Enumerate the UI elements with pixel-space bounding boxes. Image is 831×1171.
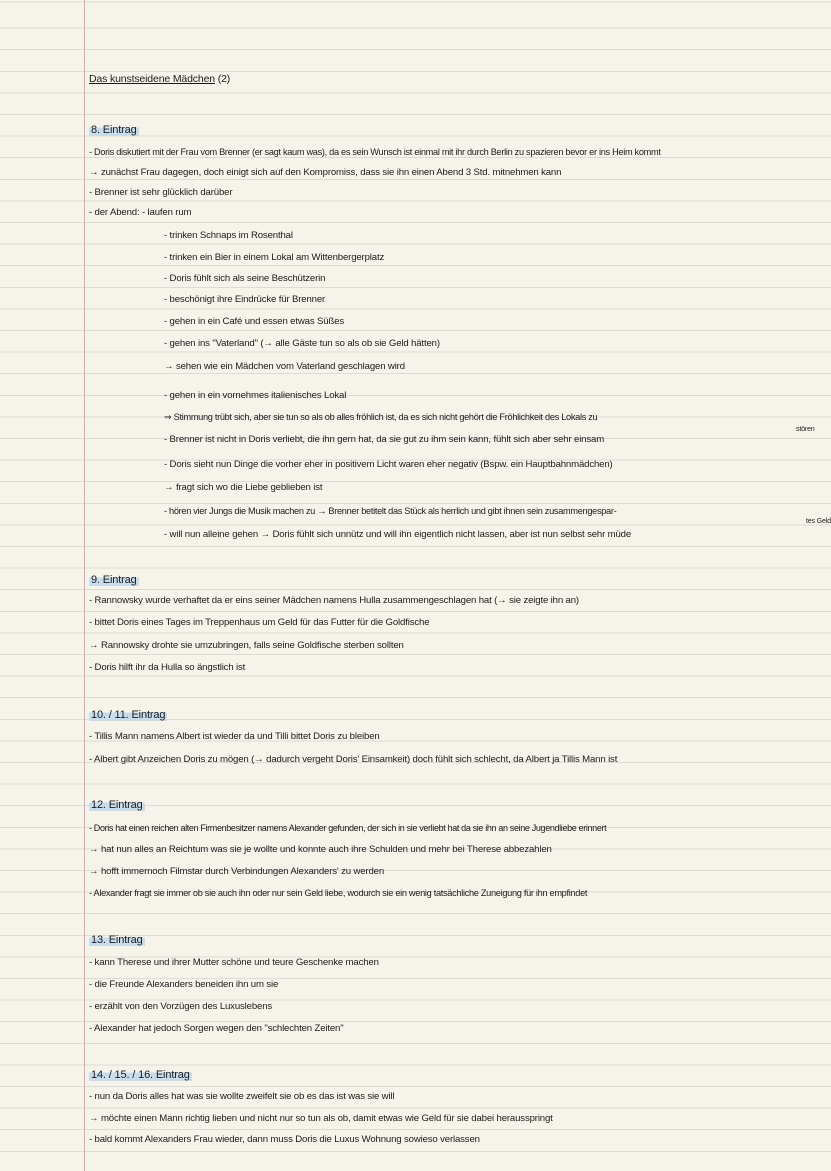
note-line: - Doris diskutiert mit der Frau vom Brenner (er sagt kaum was), da es sein Wunsch ist einmal mit ihr durch Berlin zu spazieren bevor er ins Heim kommt (89, 147, 661, 157)
section-heading: 14. / 15. / 16. Eintrag (91, 1069, 190, 1081)
note-line: - der Abend: - laufen rum (89, 207, 192, 218)
note-line: - Brenner ist sehr glücklich darüber (89, 187, 233, 198)
note-line: - gehen in ein vornehmes italienisches Lokal (164, 390, 347, 401)
note-line: - bittet Doris eines Tages im Treppenhaus um Geld für das Futter für die Goldfische (89, 617, 430, 628)
note-line: - Rannowsky wurde verhaftet da er eins seiner Mädchen namens Hulla zusammengeschlagen hat (→ sie zeigte ihn an) (89, 595, 579, 606)
note-line: → hofft immernoch Filmstar durch Verbindungen Alexanders' zu werden (89, 866, 385, 877)
note-line: - Doris hilft ihr da Hulla so ängstlich ist (89, 662, 246, 673)
note-line: - Brenner ist nicht in Doris verliebt, die ihn gern hat, da sie gut zu ihm sein kann, fühlt sich aber sehr einsam (164, 434, 605, 445)
note-line: - Doris fühlt sich als seine Beschützerin (164, 273, 326, 284)
note-line: → fragt sich wo die Liebe geblieben ist (164, 482, 323, 493)
note-line: - Alexander hat jedoch Sorgen wegen den "schlechten Zeiten" (89, 1023, 344, 1034)
note-line: - kann Therese und ihrer Mutter schöne und teure Geschenke machen (89, 957, 379, 968)
note-line: stören (796, 426, 815, 433)
note-line: tes Geld (806, 518, 831, 525)
section-heading: 12. Eintrag (91, 799, 143, 811)
note-line: - Alexander fragt sie immer ob sie auch ihn oder nur sein Geld liebe, wodurch sie ein wenig tatsächliche Zuneigung für ihn empfindet (89, 888, 588, 898)
title-suffix: (2) (217, 73, 231, 85)
note-line: → zunächst Frau dagegen, doch einigt sich auf den Kompromiss, dass sie ihn einen Abend 3 Std. mitnehmen kann (89, 167, 562, 178)
page-title (89, 73, 230, 85)
note-line: - hören vier Jungs die Musik machen zu → Brenner betitelt das Stück als herrlich und gibt ihnen sein zusammengespar- (164, 506, 617, 516)
margin-line (84, 0, 85, 1171)
note-line: - Doris sieht nun Dinge die vorher eher in positivem Licht waren eher negativ (Bspw. ein Hauptbahnmädchen) (164, 459, 613, 470)
note-line: - Tillis Mann namens Albert ist wieder da und Tilli bittet Doris zu bleiben (89, 731, 380, 742)
note-line: - gehen ins "Vaterland" (→ alle Gäste tun so als ob sie Geld hätten) (164, 338, 440, 349)
section-heading: 13. Eintrag (91, 934, 143, 946)
note-line: - erzählt von den Vorzügen des Luxuslebens (89, 1001, 273, 1012)
section-heading: 8. Eintrag (91, 124, 137, 136)
note-line: ⇒ Stimmung trübt sich, aber sie tun so als ob alles fröhlich ist, da es sich nicht gehört die Fröhlichkeit des Lokals zu (164, 412, 598, 422)
note-line: - bald kommt Alexanders Frau wieder, dann muss Doris die Luxus Wohnung sowieso verlassen (89, 1134, 480, 1145)
note-line: - Doris hat einen reichen alten Firmenbesitzer namens Alexander gefunden, der sich in sie verliebt hat da sie ihn an seine Jugendliebe erinnert (89, 823, 607, 833)
note-line: - trinken Schnaps im Rosenthal (164, 230, 293, 241)
note-line: → Rannowsky drohte sie umzubringen, falls seine Goldfische sterben sollten (89, 640, 404, 651)
note-line: - gehen in ein Café und essen etwas Süßes (164, 316, 344, 327)
section-heading: 10. / 11. Eintrag (91, 709, 166, 721)
note-line: - beschönigt ihre Eindrücke für Brenner (164, 294, 326, 305)
note-line: - die Freunde Alexanders beneiden ihn um sie (89, 979, 279, 990)
note-line: - will nun alleine gehen → Doris fühlt sich unnütz und will ihn eigentlich nicht lassen, aber ist nun selbst sehr müde (164, 529, 632, 540)
note-line: → möchte einen Mann richtig lieben und nicht nur so tun als ob, damit etwas wie Geld für sie dabei herausspringt (89, 1113, 553, 1124)
note-line: - Albert gibt Anzeichen Doris zu mögen (→ dadurch vergeht Doris' Einsamkeit) doch fühlt sich schlecht, da Albert ja Tillis Mann ist (89, 754, 618, 765)
section-heading: 9. Eintrag (91, 574, 137, 586)
note-line: → hat nun alles an Reichtum was sie je wollte und konnte auch ihre Schulden und mehr bei Therese abbezahlen (89, 844, 552, 855)
note-line: → sehen wie ein Mädchen vom Vaterland geschlagen wird (164, 361, 405, 372)
note-line: - trinken ein Bier in einem Lokal am Wittenbergerplatz (164, 252, 385, 263)
title-text: Das kunstseidene Mädchen (89, 73, 215, 85)
note-line: - nun da Doris alles hat was sie wollte zweifelt sie ob es das ist was sie will (89, 1091, 395, 1102)
